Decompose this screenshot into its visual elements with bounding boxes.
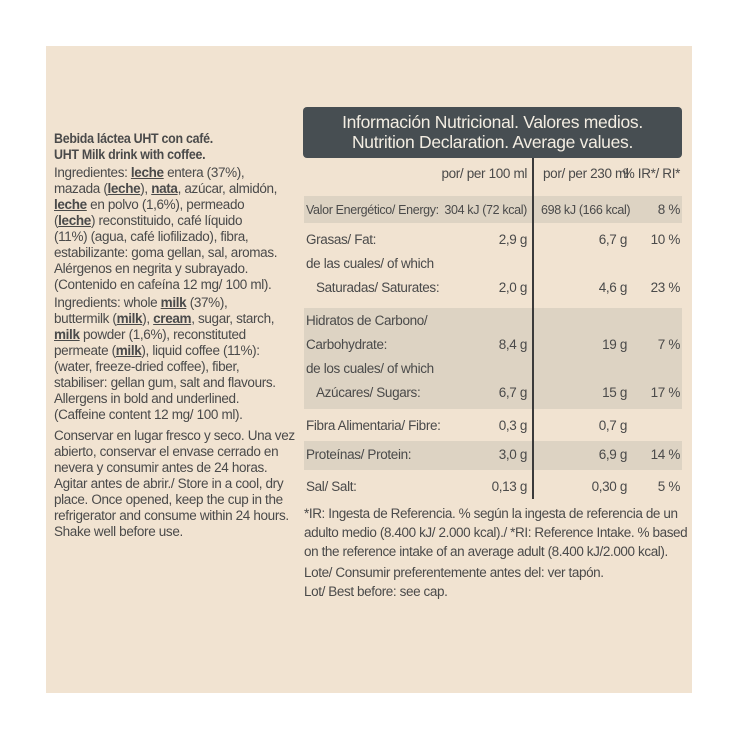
energy-label: Valor Energético/ Energy: — [306, 203, 439, 217]
salt-100ml: 0,13 g — [491, 479, 527, 494]
reference-notes — [304, 504, 688, 601]
energy-100ml: 304 kJ (72 kcal) — [444, 203, 527, 217]
col-header-230ml: por/ per 230 ml — [543, 166, 629, 181]
protein-230ml: 6,9 g — [598, 447, 627, 462]
lot-note-en: Lot/ Best before: see cap. — [304, 584, 448, 599]
nutrition-header-en: Nutrition Declaration. Average values. — [351, 132, 634, 152]
product-title-es: Bebida láctea UHT con café. — [54, 131, 213, 146]
nutrition-header — [303, 107, 682, 158]
ingredients-es: Ingredientes: leche entera (37%), mazada (leche), nata, azúcar, almidón, leche en polvo (1,6%), permeado (leche) reconstituido, café líquido (11%) (agua, café liofilizado), fibra, estabilizante: goma gellan, sal, aromas. Alérgenos en negrita y subrayado. (Contenido en cafeína 12 mg/ 100 ml). — [54, 165, 278, 292]
salt-label: Sal/ Salt: — [306, 479, 357, 494]
saturates-ri: 23 % — [650, 280, 680, 295]
energy-ri: 8 % — [657, 202, 680, 217]
fat-label: Grasas/ Fat: — [306, 232, 377, 247]
protein-label: Proteínas/ Protein: — [306, 447, 412, 462]
ri-note-3: on the reference intake of an average adult (8.400 kJ/2.000 kcal). — [304, 544, 668, 559]
ingredients-column — [54, 131, 295, 540]
saturates-100ml: 2,0 g — [498, 280, 527, 295]
ri-note-2: adulto medio (8.400 kJ/ 2.000 kcal)./ *RI: Reference Intake. % based — [304, 525, 688, 540]
of-which-carb: de los cuales/ of which — [306, 361, 434, 376]
carb-230ml: 19 g — [602, 337, 627, 352]
product-title-en: UHT Milk drink with coffee. — [54, 147, 206, 162]
carb-label-es: Hidratos de Carbono/ — [306, 313, 428, 328]
lot-note-es: Lote/ Consumir preferentemente antes del: ver tapón. — [304, 565, 604, 580]
protein-100ml: 3,0 g — [498, 447, 527, 462]
ri-note-1: *IR: Ingesta de Referencia. % según la ingesta de referencia de un — [304, 506, 678, 521]
saturates-label: Saturadas/ Saturates: — [316, 280, 440, 295]
carb-label: Carbohydrate: — [306, 337, 387, 352]
salt-230ml: 0,30 g — [591, 479, 627, 494]
sugars-100ml: 6,7 g — [498, 385, 527, 400]
column-divider — [532, 158, 534, 499]
fat-ri: 10 % — [650, 232, 680, 247]
fibre-100ml: 0,3 g — [498, 418, 527, 433]
ingredients-en: Ingredients: whole milk (37%), buttermilk (milk), cream, sugar, starch, milk powder (1,6%), reconstituted permeate (milk), liquid coffee (11%): (water, freeze-dried coffee), fiber, stabiliser: gellan gum, salt and flavours. Allergens in bold and underlined. (Caffeine content 12 mg/ 100 ml). — [54, 295, 276, 422]
salt-ri: 5 % — [657, 479, 680, 494]
sugars-label: Azúcares/ Sugars: — [316, 385, 421, 400]
sugars-ri: 17 % — [650, 385, 680, 400]
fibre-230ml: 0,7 g — [598, 418, 627, 433]
of-which-fat: de las cuales/ of which — [306, 256, 434, 271]
nutrition-header-es: Información Nutricional. Valores medios. — [342, 112, 643, 132]
sugars-230ml: 15 g — [602, 385, 627, 400]
carb-100ml: 8,4 g — [498, 337, 527, 352]
storage-instructions: Conservar en lugar fresco y seco. Una vez abierto, conservar el envase cerrado en nevera y consumir antes de 24 horas. Agitar antes de abrir./ Store in a cool, dry place. Once opened, keep the cup in the refrigerator and consume within 24 hours. Shake well before use. — [54, 428, 295, 539]
protein-ri: 14 % — [650, 447, 680, 462]
col-header-100ml: por/ per 100 ml — [441, 166, 527, 181]
saturates-230ml: 4,6 g — [598, 280, 627, 295]
carb-ri: 7 % — [657, 337, 680, 352]
col-header-ri: % IR*/ RI* — [622, 166, 680, 181]
fibre-label: Fibra Alimentaria/ Fibre: — [306, 418, 441, 433]
energy-230ml: 698 kJ (166 kcal) — [541, 203, 631, 217]
fat-100ml: 2,9 g — [498, 232, 527, 247]
fat-230ml: 6,7 g — [598, 232, 627, 247]
